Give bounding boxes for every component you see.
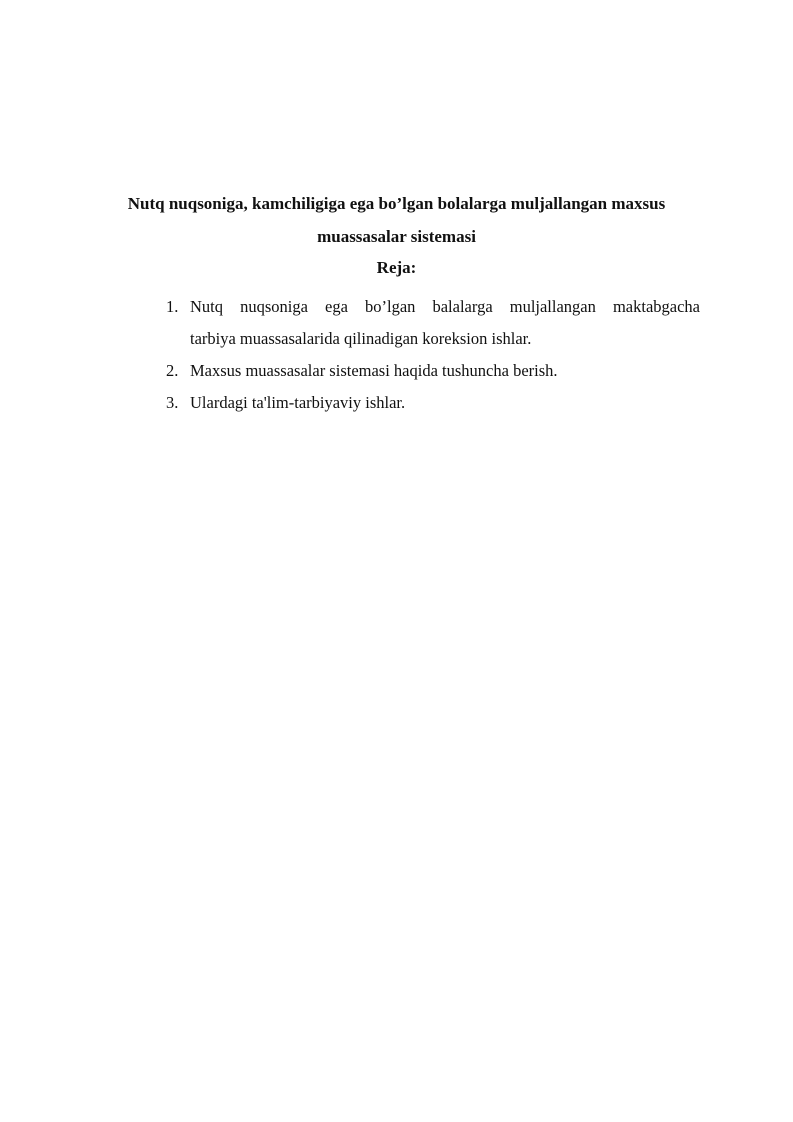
document-title-line-2: muassasalar sistemasi	[317, 227, 476, 246]
plan-item-text: Maxsus muassasalar sistemasi haqida tushuncha berish.	[190, 361, 558, 380]
plan-item-number: 2.	[166, 361, 179, 380]
document-title-line-1: Nutq nuqsoniga, kamchiligiga ega bo’lgan bolalarga muljallangan maxsus	[127, 194, 666, 213]
plan-item-number: 3.	[166, 393, 179, 412]
plan-item-2	[166, 355, 700, 387]
plan-item-text-line-2: tarbiya muassasalarida qilinadigan koreksion ishlar.	[190, 329, 532, 348]
plan-item-text: Ulardagi ta'lim-tarbiyaviy ishlar.	[190, 393, 406, 412]
plan-item-number: 1.	[166, 297, 179, 316]
plan-item-text-line-1: Nutq nuqsoniga ega bo’lgan balalarga muljallangan maktabgacha	[190, 297, 700, 316]
plan-heading: Reja:	[376, 258, 417, 277]
plan-list	[166, 291, 700, 419]
plan-item-1	[166, 291, 700, 355]
plan-item-3	[166, 387, 700, 419]
